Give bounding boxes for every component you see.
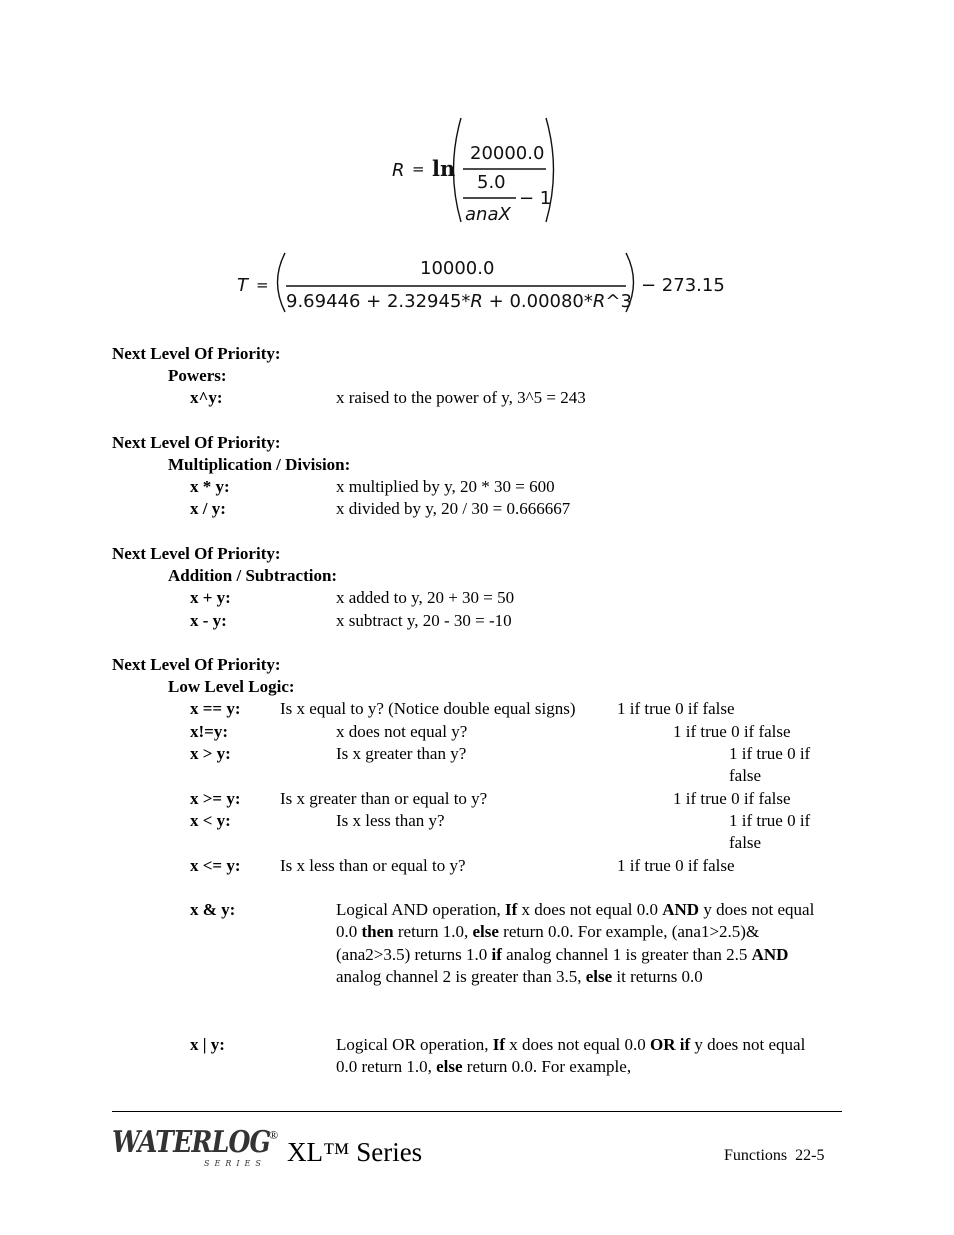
- operator-description: Is x less than y?: [336, 811, 445, 830]
- eq-r-left-paren: [454, 118, 462, 222]
- eq-t-denominator: 9.69446 + 2.32945*R + 0.00080*R^3: [286, 291, 632, 312]
- operator-description: x divided by y, 20 / 30 = 0.666667: [336, 499, 571, 518]
- operator-result: 1 if true 0 if false: [617, 699, 735, 718]
- operator-label: x <= y:: [190, 856, 241, 875]
- waterlog-logo: [112, 1125, 282, 1171]
- operator-result: 1 if true 0 if false: [673, 789, 791, 808]
- eq-r-numerator: 20000.0: [470, 143, 545, 164]
- muldiv-heading: Next Level Of Priority:: [112, 433, 281, 452]
- eq-t-offset: − 273.15: [641, 275, 725, 296]
- operator-description: x does not equal y?: [336, 722, 468, 741]
- operator-description: x raised to the power of y, 3^5 = 243: [336, 388, 586, 407]
- operator-label: x / y:: [190, 499, 226, 518]
- operator-label: x > y:: [190, 744, 231, 763]
- footer-divider: [112, 1111, 842, 1112]
- operator-result-continued: false: [729, 766, 762, 785]
- operator-label: x | y:: [190, 1035, 225, 1054]
- addsub-subheading: Addition / Subtraction:: [168, 566, 338, 585]
- eq-r-equals: =: [412, 160, 425, 178]
- logic-subheading: Low Level Logic:: [168, 677, 295, 696]
- logo-wordmark: WATERLOG: [112, 1125, 271, 1160]
- operator-label: x >= y:: [190, 789, 241, 808]
- operator-label: x!=y:: [190, 722, 229, 741]
- registered-mark: ®: [269, 1128, 279, 1142]
- operator-label: x - y:: [190, 611, 227, 630]
- operator-label: x & y:: [190, 900, 236, 919]
- powers-subheading: Powers:: [168, 366, 227, 385]
- eq-r-ln: ln: [432, 156, 456, 181]
- powers-heading: Next Level Of Priority:: [112, 344, 281, 363]
- operator-label: x^y:: [190, 388, 223, 407]
- operator-result: 1 if true 0 if: [729, 744, 811, 763]
- addsub-heading: Next Level Of Priority:: [112, 544, 281, 563]
- operator-label: x + y:: [190, 588, 231, 607]
- operator-description: Is x less than or equal to y?: [280, 856, 466, 875]
- operator-result: 1 if true 0 if false: [617, 856, 735, 875]
- operator-label: x == y:: [190, 699, 241, 718]
- eq-r-right-paren: [546, 118, 554, 222]
- eq-t-numerator: 10000.0: [420, 258, 495, 279]
- eq-r-inner-numerator: 5.0: [477, 172, 506, 193]
- eq-t-equals: =: [256, 276, 269, 294]
- logic-heading: Next Level Of Priority:: [112, 655, 281, 674]
- eq-t-lhs: T: [237, 275, 248, 296]
- eq-r-lhs: R: [392, 160, 405, 181]
- eq-t-left-paren: [278, 253, 286, 312]
- operator-description: Is x equal to y? (Notice double equal signs): [280, 699, 576, 718]
- eq-r-minus-one: − 1: [519, 188, 552, 209]
- logo-subtitle: SERIES: [204, 1159, 266, 1168]
- operator-result: 1 if true 0 if false: [673, 722, 791, 741]
- operator-description: x added to y, 20 + 30 = 50: [336, 588, 515, 607]
- eq-r-inner-denominator: anaX: [465, 204, 511, 225]
- operator-result-continued: false: [729, 833, 762, 852]
- product-series-title: XL™ Series: [287, 1137, 423, 1167]
- muldiv-subheading: Multiplication / Division:: [168, 455, 351, 474]
- eq-t-right-paren: [626, 253, 634, 312]
- operator-label: x < y:: [190, 811, 231, 830]
- and-operation-description: Logical AND operation, If x does not equal 0.0 AND y does not equal 0.0 then return 1.0, else return 0.0. For example, (ana1>2.5)&(ana2>3.5) returns 1.0 if analog channel 1 is greater than 2.5 AND analog channel 2 is greater than 3.5, else it returns 0.0: [336, 900, 815, 987]
- page-number: Functions 22-5: [724, 1147, 825, 1164]
- operator-result: 1 if true 0 if: [729, 811, 811, 830]
- operator-description: x multiplied by y, 20 * 30 = 600: [336, 477, 555, 496]
- operator-description: Is x greater than or equal to y?: [280, 789, 488, 808]
- operator-description: x subtract y, 20 - 30 = -10: [336, 611, 512, 630]
- operator-description: Is x greater than y?: [336, 744, 467, 763]
- operator-label: x * y:: [190, 477, 230, 496]
- or-operation-description: Logical OR operation, If x does not equal 0.0 OR if y does not equal 0.0 return 1.0, else return 0.0. For example,: [336, 1035, 806, 1077]
